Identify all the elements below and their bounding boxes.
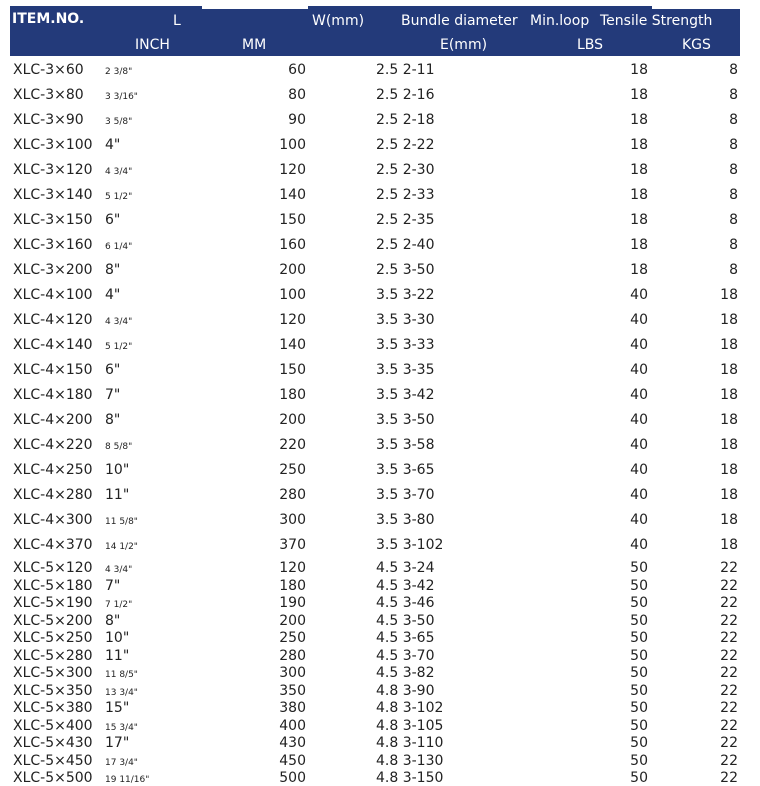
item-no-cell: XLC-5×450: [13, 752, 93, 769]
bundle-diameter-cell: 3-46: [398, 595, 435, 611]
lbs-cell: 40: [630, 387, 648, 403]
item-no-cell: XLC-3×100: [13, 137, 93, 153]
mm-cell: 280: [279, 647, 306, 664]
mm-cell: 100: [279, 137, 306, 153]
width-cell: 2.5 2-30: [376, 162, 435, 178]
inch-cell: 8": [105, 612, 121, 629]
width-cell: 2.5 2-18: [376, 112, 435, 128]
bundle-diameter-cell: 3-35: [398, 362, 435, 378]
inch-cell: 3 5/8": [105, 117, 133, 127]
lbs-cell: 50: [630, 752, 648, 769]
kgs-cell: 22: [720, 595, 738, 611]
bundle-diameter-cell: 2-35: [398, 212, 435, 228]
header-lbs: LBS: [577, 37, 604, 53]
width-cell: 4.8 3-90: [376, 682, 435, 699]
mm-cell: 250: [279, 630, 306, 646]
width-cell: 3.5 3-33: [376, 337, 435, 353]
bundle-diameter-cell: 2-11: [398, 62, 435, 78]
kgs-cell: 8: [729, 162, 738, 178]
mm-cell: 120: [279, 162, 306, 178]
mm-cell: 120: [279, 312, 306, 328]
lbs-cell: 50: [630, 770, 648, 786]
kgs-cell: 18: [720, 362, 738, 378]
header-w: W(mm): [312, 13, 365, 29]
mm-cell: 280: [279, 487, 306, 503]
mm-cell: 90: [288, 112, 306, 128]
inch-cell: 4": [105, 137, 121, 153]
kgs-cell: 18: [720, 412, 738, 428]
width-cell: 3.5 3-80: [376, 512, 435, 528]
item-no-cell: XLC-5×350: [13, 682, 93, 699]
kgs-cell: 8: [729, 212, 738, 228]
lbs-cell: 40: [630, 437, 648, 453]
width-cell: 3.5 3-42: [376, 387, 435, 403]
mm-cell: 60: [288, 62, 306, 78]
inch-cell: 7": [105, 387, 121, 403]
width-cell: 2.5 2-35: [376, 212, 435, 228]
inch-cell: 4 3/4": [105, 565, 133, 575]
item-no-cell: XLC-3×200: [13, 262, 93, 278]
lbs-cell: 18: [630, 112, 648, 128]
lbs-cell: 18: [630, 187, 648, 203]
bundle-diameter-cell: 3-110: [398, 735, 444, 751]
bundle-diameter-cell: 3-50: [398, 262, 435, 278]
width-cell: 4.8 3-150: [376, 770, 444, 786]
kgs-cell: 8: [729, 112, 738, 128]
item-no-cell: XLC-3×160: [13, 237, 93, 253]
lbs-cell: 18: [630, 237, 648, 253]
item-no-cell: XLC-4×200: [13, 412, 93, 428]
item-no-cell: XLC-5×180: [13, 577, 93, 594]
kgs-cell: 8: [729, 262, 738, 278]
inch-cell: 11 8/5": [105, 670, 138, 680]
inch-cell: 6": [105, 212, 121, 228]
inch-cell: 3 3/16": [105, 92, 138, 102]
kgs-cell: 22: [720, 752, 738, 769]
kgs-cell: 22: [720, 717, 738, 734]
lbs-cell: 40: [630, 487, 648, 503]
bundle-diameter-cell: 3-90: [398, 682, 435, 699]
lbs-cell: 40: [630, 512, 648, 528]
kgs-cell: 8: [729, 137, 738, 153]
width-cell: 3.5 3-65: [376, 462, 435, 478]
mm-cell: 120: [279, 560, 306, 576]
width-cell: 3.5 3-58: [376, 437, 435, 453]
item-no-cell: XLC-4×150: [13, 362, 93, 378]
kgs-cell: 22: [720, 665, 738, 681]
item-no-cell: XLC-4×120: [13, 312, 93, 328]
header-kgs: KGS: [682, 37, 711, 53]
inch-cell: 5 1/2": [105, 192, 133, 202]
mm-cell: 220: [279, 437, 306, 453]
lbs-cell: 50: [630, 577, 648, 594]
header-l: L: [173, 13, 181, 29]
bundle-diameter-cell: 3-82: [398, 665, 435, 681]
lbs-cell: 50: [630, 612, 648, 629]
bundle-diameter-cell: 3-105: [398, 717, 444, 734]
inch-cell: 8": [105, 412, 121, 428]
item-no-cell: XLC-5×250: [13, 630, 93, 646]
inch-cell: 8 5/8": [105, 442, 133, 452]
lbs-cell: 40: [630, 287, 648, 303]
width-cell: 3.5 3-30: [376, 312, 435, 328]
lbs-cell: 50: [630, 717, 648, 734]
bundle-diameter-cell: 3-58: [398, 437, 435, 453]
mm-cell: 160: [279, 237, 306, 253]
lbs-cell: 40: [630, 462, 648, 478]
lbs-cell: 50: [630, 735, 648, 751]
inch-cell: 7 1/2": [105, 600, 133, 610]
kgs-cell: 22: [720, 560, 738, 576]
inch-cell: 6 1/4": [105, 242, 133, 252]
width-cell: 4.5 3-82: [376, 665, 435, 681]
lbs-cell: 50: [630, 560, 648, 576]
kgs-cell: 22: [720, 700, 738, 716]
bundle-diameter-cell: 2-40: [398, 237, 435, 253]
mm-cell: 200: [279, 262, 306, 278]
width-cell: 2.5 2-40: [376, 237, 435, 253]
lbs-cell: 40: [630, 312, 648, 328]
inch-cell: 14 1/2": [105, 542, 138, 552]
lbs-cell: 18: [630, 62, 648, 78]
item-no-cell: XLC-3×140: [13, 187, 93, 203]
inch-cell: 4": [105, 287, 121, 303]
width-cell: 4.5 3-50: [376, 612, 435, 629]
kgs-cell: 18: [720, 337, 738, 353]
width-cell: 2.5 3-50: [376, 262, 435, 278]
mm-cell: 300: [279, 665, 306, 681]
kgs-cell: 18: [720, 512, 738, 528]
item-no-cell: XLC-5×190: [13, 595, 93, 611]
mm-cell: 300: [279, 512, 306, 528]
kgs-cell: 18: [720, 287, 738, 303]
mm-cell: 190: [279, 595, 306, 611]
inch-cell: 15 3/4": [105, 722, 138, 733]
inch-cell: 19 11/16": [105, 775, 150, 785]
width-cell: 3.5 3-50: [376, 412, 435, 428]
bundle-diameter-cell: 3-30: [398, 312, 435, 328]
bundle-diameter-cell: 2-22: [398, 137, 435, 153]
mm-cell: 200: [279, 412, 306, 428]
bundle-diameter-cell: 2-33: [398, 187, 435, 203]
item-no-cell: XLC-3×120: [13, 162, 93, 178]
lbs-cell: 18: [630, 262, 648, 278]
width-cell: 4.8 3-130: [376, 752, 444, 769]
lbs-cell: 40: [630, 362, 648, 378]
item-no-cell: XLC-5×400: [13, 717, 93, 734]
inch-cell: 5 1/2": [105, 342, 133, 352]
item-no-cell: XLC-3×150: [13, 212, 93, 228]
kgs-cell: 18: [720, 312, 738, 328]
table-header: [10, 6, 740, 56]
kgs-cell: 18: [720, 437, 738, 453]
mm-cell: 400: [279, 717, 306, 734]
width-cell: 4.5 3-42: [376, 577, 435, 594]
lbs-cell: 18: [630, 137, 648, 153]
mm-cell: 150: [279, 362, 306, 378]
lbs-cell: 50: [630, 647, 648, 664]
item-no-cell: XLC-5×500: [13, 770, 93, 786]
mm-cell: 180: [279, 577, 306, 594]
width-cell: 4.5 3-46: [376, 595, 435, 611]
bundle-diameter-cell: 2-30: [398, 162, 435, 178]
kgs-cell: 8: [729, 237, 738, 253]
item-no-cell: XLC-5×430: [13, 735, 93, 751]
inch-cell: 6": [105, 362, 121, 378]
bundle-diameter-cell: 3-130: [398, 752, 444, 769]
kgs-cell: 22: [720, 735, 738, 751]
item-no-cell: XLC-4×140: [13, 337, 93, 353]
header-item-no: ITEM.NO.: [12, 11, 85, 27]
lbs-cell: 50: [630, 700, 648, 716]
inch-cell: 2 3/8": [105, 67, 133, 77]
bundle-diameter-cell: 2-16: [398, 87, 435, 103]
lbs-cell: 18: [630, 87, 648, 103]
width-cell: 4.5 3-70: [376, 647, 435, 664]
bundle-diameter-cell: 3-50: [398, 612, 435, 629]
width-cell: 4.8 3-102: [376, 700, 444, 716]
inch-cell: 11": [105, 647, 130, 664]
kgs-cell: 18: [720, 537, 738, 553]
bundle-diameter-cell: 2-18: [398, 112, 435, 128]
inch-cell: 11": [105, 487, 130, 503]
kgs-cell: 22: [720, 647, 738, 664]
width-cell: 2.5 2-22: [376, 137, 435, 153]
inch-cell: 7": [105, 577, 121, 594]
header-inch: INCH: [135, 37, 170, 53]
lbs-cell: 18: [630, 162, 648, 178]
lbs-cell: 50: [630, 630, 648, 646]
item-no-cell: XLC-4×300: [13, 512, 93, 528]
kgs-cell: 22: [720, 577, 738, 594]
bundle-diameter-cell: 3-65: [398, 462, 435, 478]
width-cell: 2.5 2-11: [376, 62, 435, 78]
header-notch: [652, 6, 742, 9]
kgs-cell: 22: [720, 770, 738, 786]
kgs-cell: 18: [720, 387, 738, 403]
inch-cell: 17": [105, 735, 130, 751]
item-no-cell: XLC-3×80: [13, 87, 84, 103]
kgs-cell: 22: [720, 612, 738, 629]
inch-cell: 13 3/4": [105, 687, 138, 698]
header-notch: [202, 6, 308, 9]
item-no-cell: XLC-3×90: [13, 112, 84, 128]
bundle-diameter-cell: 3-50: [398, 412, 435, 428]
lbs-cell: 18: [630, 212, 648, 228]
lbs-cell: 40: [630, 337, 648, 353]
bundle-diameter-cell: 3-65: [398, 630, 435, 646]
item-no-cell: XLC-5×200: [13, 612, 93, 629]
inch-cell: 17 3/4": [105, 757, 138, 768]
item-no-cell: XLC-5×280: [13, 647, 93, 664]
kgs-cell: 8: [729, 187, 738, 203]
item-no-cell: XLC-4×180: [13, 387, 93, 403]
item-no-cell: XLC-4×280: [13, 487, 93, 503]
bundle-diameter-cell: 3-102: [398, 700, 444, 716]
mm-cell: 180: [279, 387, 306, 403]
width-cell: 3.5 3-22: [376, 287, 435, 303]
width-cell: 4.5 3-24: [376, 560, 435, 576]
item-no-cell: XLC-5×380: [13, 700, 93, 716]
mm-cell: 500: [279, 770, 306, 786]
width-cell: 2.5 2-16: [376, 87, 435, 103]
inch-cell: 11 5/8": [105, 517, 138, 527]
item-no-cell: XLC-4×100: [13, 287, 93, 303]
header-mm: MM: [242, 37, 267, 53]
width-cell: 4.5 3-65: [376, 630, 435, 646]
lbs-cell: 50: [630, 595, 648, 611]
header-tensile-strength: Tensile Strength: [600, 13, 713, 29]
width-cell: 2.5 2-33: [376, 187, 435, 203]
mm-cell: 370: [279, 537, 306, 553]
kgs-cell: 22: [720, 630, 738, 646]
width-cell: 4.8 3-110: [376, 735, 444, 751]
bundle-diameter-cell: 3-42: [398, 577, 435, 594]
lbs-cell: 40: [630, 412, 648, 428]
inch-cell: 15": [105, 700, 130, 716]
width-cell: 3.5 3-35: [376, 362, 435, 378]
kgs-cell: 18: [720, 487, 738, 503]
bundle-diameter-cell: 3-24: [398, 560, 435, 576]
item-no-cell: XLC-4×370: [13, 537, 93, 553]
item-no-cell: XLC-4×250: [13, 462, 93, 478]
kgs-cell: 22: [720, 682, 738, 699]
item-no-cell: XLC-4×220: [13, 437, 93, 453]
inch-cell: 10": [105, 630, 130, 646]
header-bundle-diameter: Bundle diameter: [401, 13, 518, 29]
header-min-loop: Min.loop: [530, 13, 590, 29]
bundle-diameter-cell: 3-150: [398, 770, 444, 786]
header-e: E(mm): [440, 37, 488, 53]
item-no-cell: XLC-3×60: [13, 62, 84, 78]
width-cell: 4.8 3-105: [376, 717, 444, 734]
mm-cell: 450: [279, 752, 306, 769]
bundle-diameter-cell: 3-42: [398, 387, 435, 403]
mm-cell: 430: [279, 735, 306, 751]
item-no-cell: XLC-5×120: [13, 560, 93, 576]
lbs-cell: 50: [630, 665, 648, 681]
bundle-diameter-cell: 3-33: [398, 337, 435, 353]
kgs-cell: 18: [720, 462, 738, 478]
mm-cell: 100: [279, 287, 306, 303]
mm-cell: 350: [279, 682, 306, 699]
inch-cell: 8": [105, 262, 121, 278]
mm-cell: 380: [279, 700, 306, 716]
inch-cell: 4 3/4": [105, 167, 133, 177]
bundle-diameter-cell: 3-70: [398, 647, 435, 664]
mm-cell: 250: [279, 462, 306, 478]
mm-cell: 200: [279, 612, 306, 629]
item-no-cell: XLC-5×300: [13, 665, 93, 681]
mm-cell: 80: [288, 87, 306, 103]
mm-cell: 140: [279, 187, 306, 203]
bundle-diameter-cell: 3-70: [398, 487, 435, 503]
width-cell: 3.5 3-70: [376, 487, 435, 503]
kgs-cell: 8: [729, 87, 738, 103]
kgs-cell: 8: [729, 62, 738, 78]
inch-cell: 10": [105, 462, 130, 478]
lbs-cell: 50: [630, 682, 648, 699]
mm-cell: 140: [279, 337, 306, 353]
inch-cell: 4 3/4": [105, 317, 133, 327]
mm-cell: 150: [279, 212, 306, 228]
bundle-diameter-cell: 3-22: [398, 287, 435, 303]
width-cell: 3.5 3-102: [376, 537, 444, 553]
lbs-cell: 40: [630, 537, 648, 553]
bundle-diameter-cell: 3-102: [398, 537, 444, 553]
bundle-diameter-cell: 3-80: [398, 512, 435, 528]
